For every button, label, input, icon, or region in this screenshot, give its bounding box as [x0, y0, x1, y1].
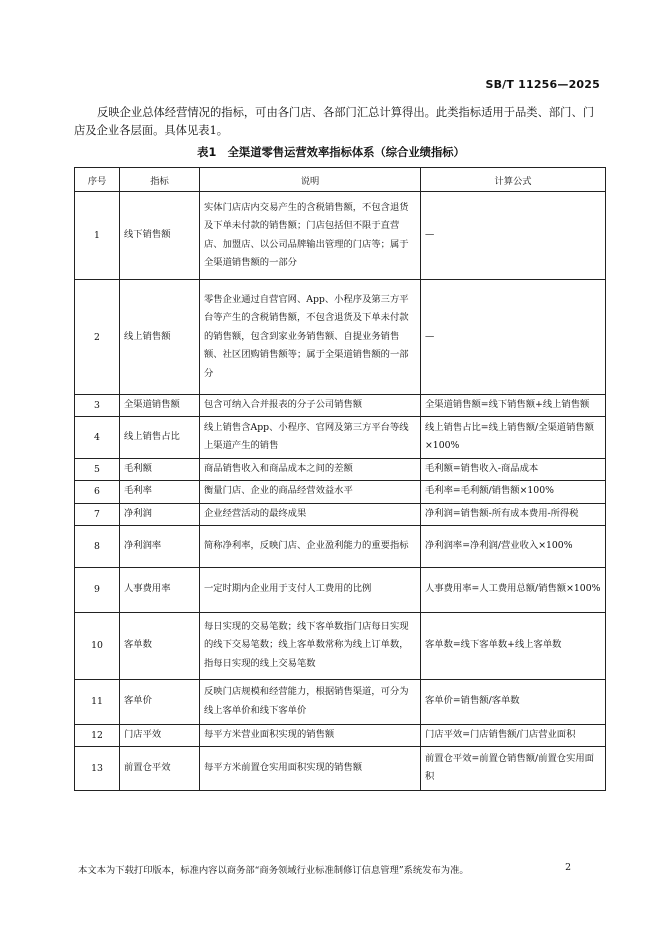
row-description: 实体门店店内交易产生的含税销售额，不包含退货及下单未付款的销售额；门店包括但不限于直营店、加盟店、以公司品牌输出管理的门店等；属于全渠道销售额的一部分 — [200, 192, 421, 280]
row-no: 4 — [75, 416, 120, 458]
row-description: 每平方米营业面积实现的销售额 — [200, 724, 421, 746]
row-formula: 前置仓平效=前置仓销售额/前置仓实用面积 — [421, 746, 606, 790]
row-indicator: 门店平效 — [120, 724, 200, 746]
intro-paragraph: 反映企业总体经营情况的指标，可由各门店、各部门汇总计算得出。此类指标适用于品类、部门、门店及企业各层面。具体见表1。 — [74, 106, 595, 137]
row-description: 商品销售收入和商品成本之间的差额 — [200, 458, 421, 480]
row-no: 2 — [75, 280, 120, 395]
footer-note: 本文本为下载打印版本，标准内容以商务部“商务领域行业标准制修订信息管理”系统发布为准。 — [78, 865, 469, 876]
row-indicator: 线下销售额 — [120, 192, 200, 280]
standard-code: SB/T 11256—2025 — [485, 78, 600, 91]
row-no: 1 — [75, 192, 120, 280]
row-indicator: 毛利率 — [120, 480, 200, 503]
row-description: 一定时期内企业用于支付人工费用的比例 — [200, 567, 421, 612]
row-formula: — — [421, 192, 606, 280]
row-no: 10 — [75, 612, 120, 679]
table-caption: 表1 全渠道零售运营效率指标体系（综合业绩指标） — [197, 146, 465, 159]
table-row — [75, 679, 606, 724]
row-no: 7 — [75, 503, 120, 525]
table-row — [75, 724, 606, 746]
table-row — [75, 525, 606, 567]
row-description: 每日实现的交易笔数；线下客单数指门店每日实现的线下交易笔数；线上客单数常称为线上订单数，指每日实现的线上交易笔数 — [200, 612, 421, 679]
row-formula: 毛利率=毛利额/销售额×100% — [421, 480, 606, 503]
row-formula: 门店平效=门店销售额/门店营业面积 — [421, 724, 606, 746]
row-no: 3 — [75, 395, 120, 417]
header-description: 说明 — [200, 168, 421, 192]
row-indicator: 毛利额 — [120, 458, 200, 480]
row-indicator: 净利润 — [120, 503, 200, 525]
row-no: 13 — [75, 746, 120, 790]
table-row — [75, 395, 606, 417]
row-indicator: 客单价 — [120, 679, 200, 724]
row-formula: 净利润率=净利润/营业收入×100% — [421, 525, 606, 567]
table-row — [75, 458, 606, 480]
row-indicator: 客单数 — [120, 612, 200, 679]
table-header-row — [75, 168, 606, 192]
header-formula: 计算公式 — [421, 168, 606, 192]
table-row — [75, 280, 606, 395]
table-row — [75, 416, 606, 458]
row-description: 线上销售含App、小程序、官网及第三方平台等线上渠道产生的销售 — [200, 416, 421, 458]
indicator-table — [74, 167, 606, 791]
table-row — [75, 480, 606, 503]
row-description: 包含可纳入合并报表的分子公司销售额 — [200, 395, 421, 417]
row-description: 衡量门店、企业的商品经营效益水平 — [200, 480, 421, 503]
row-no: 8 — [75, 525, 120, 567]
row-no: 5 — [75, 458, 120, 480]
row-indicator: 全渠道销售额 — [120, 395, 200, 417]
row-formula: — — [421, 280, 606, 395]
row-formula: 净利润=销售额-所有成本费用-所得税 — [421, 503, 606, 525]
table-row — [75, 746, 606, 790]
row-indicator: 人事费用率 — [120, 567, 200, 612]
row-no: 12 — [75, 724, 120, 746]
table-row — [75, 503, 606, 525]
row-description: 每平方米前置仓实用面积实现的销售额 — [200, 746, 421, 790]
row-description: 反映门店规模和经营能力，根据销售渠道，可分为线上客单价和线下客单价 — [200, 679, 421, 724]
row-no: 6 — [75, 480, 120, 503]
row-indicator: 线上销售额 — [120, 280, 200, 395]
row-formula: 客单价=销售额/客单数 — [421, 679, 606, 724]
table-row — [75, 612, 606, 679]
table-row — [75, 192, 606, 280]
row-indicator: 前置仓平效 — [120, 746, 200, 790]
table-row — [75, 567, 606, 612]
page-number: 2 — [565, 862, 571, 873]
row-formula: 线上销售占比=线上销售额/全渠道销售额×100% — [421, 416, 606, 458]
header-indicator: 指标 — [120, 168, 200, 192]
row-formula: 人事费用率=人工费用总额/销售额×100% — [421, 567, 606, 612]
row-indicator: 线上销售占比 — [120, 416, 200, 458]
row-description: 企业经营活动的最终成果 — [200, 503, 421, 525]
row-formula: 毛利额=销售收入-商品成本 — [421, 458, 606, 480]
header-no: 序号 — [75, 168, 120, 192]
row-formula: 全渠道销售额=线下销售额+线上销售额 — [421, 395, 606, 417]
row-indicator: 净利润率 — [120, 525, 200, 567]
row-formula: 客单数=线下客单数+线上客单数 — [421, 612, 606, 679]
row-description: 简称净利率，反映门店、企业盈利能力的重要指标 — [200, 525, 421, 567]
row-no: 11 — [75, 679, 120, 724]
row-no: 9 — [75, 567, 120, 612]
row-description: 零售企业通过自营官网、App、小程序及第三方平台等产生的含税销售额，不包含退货及下单未付款的销售额，包含到家业务销售额、自提业务销售额、社区团购销售额等；属于全渠道销售额的一部分 — [200, 280, 421, 395]
